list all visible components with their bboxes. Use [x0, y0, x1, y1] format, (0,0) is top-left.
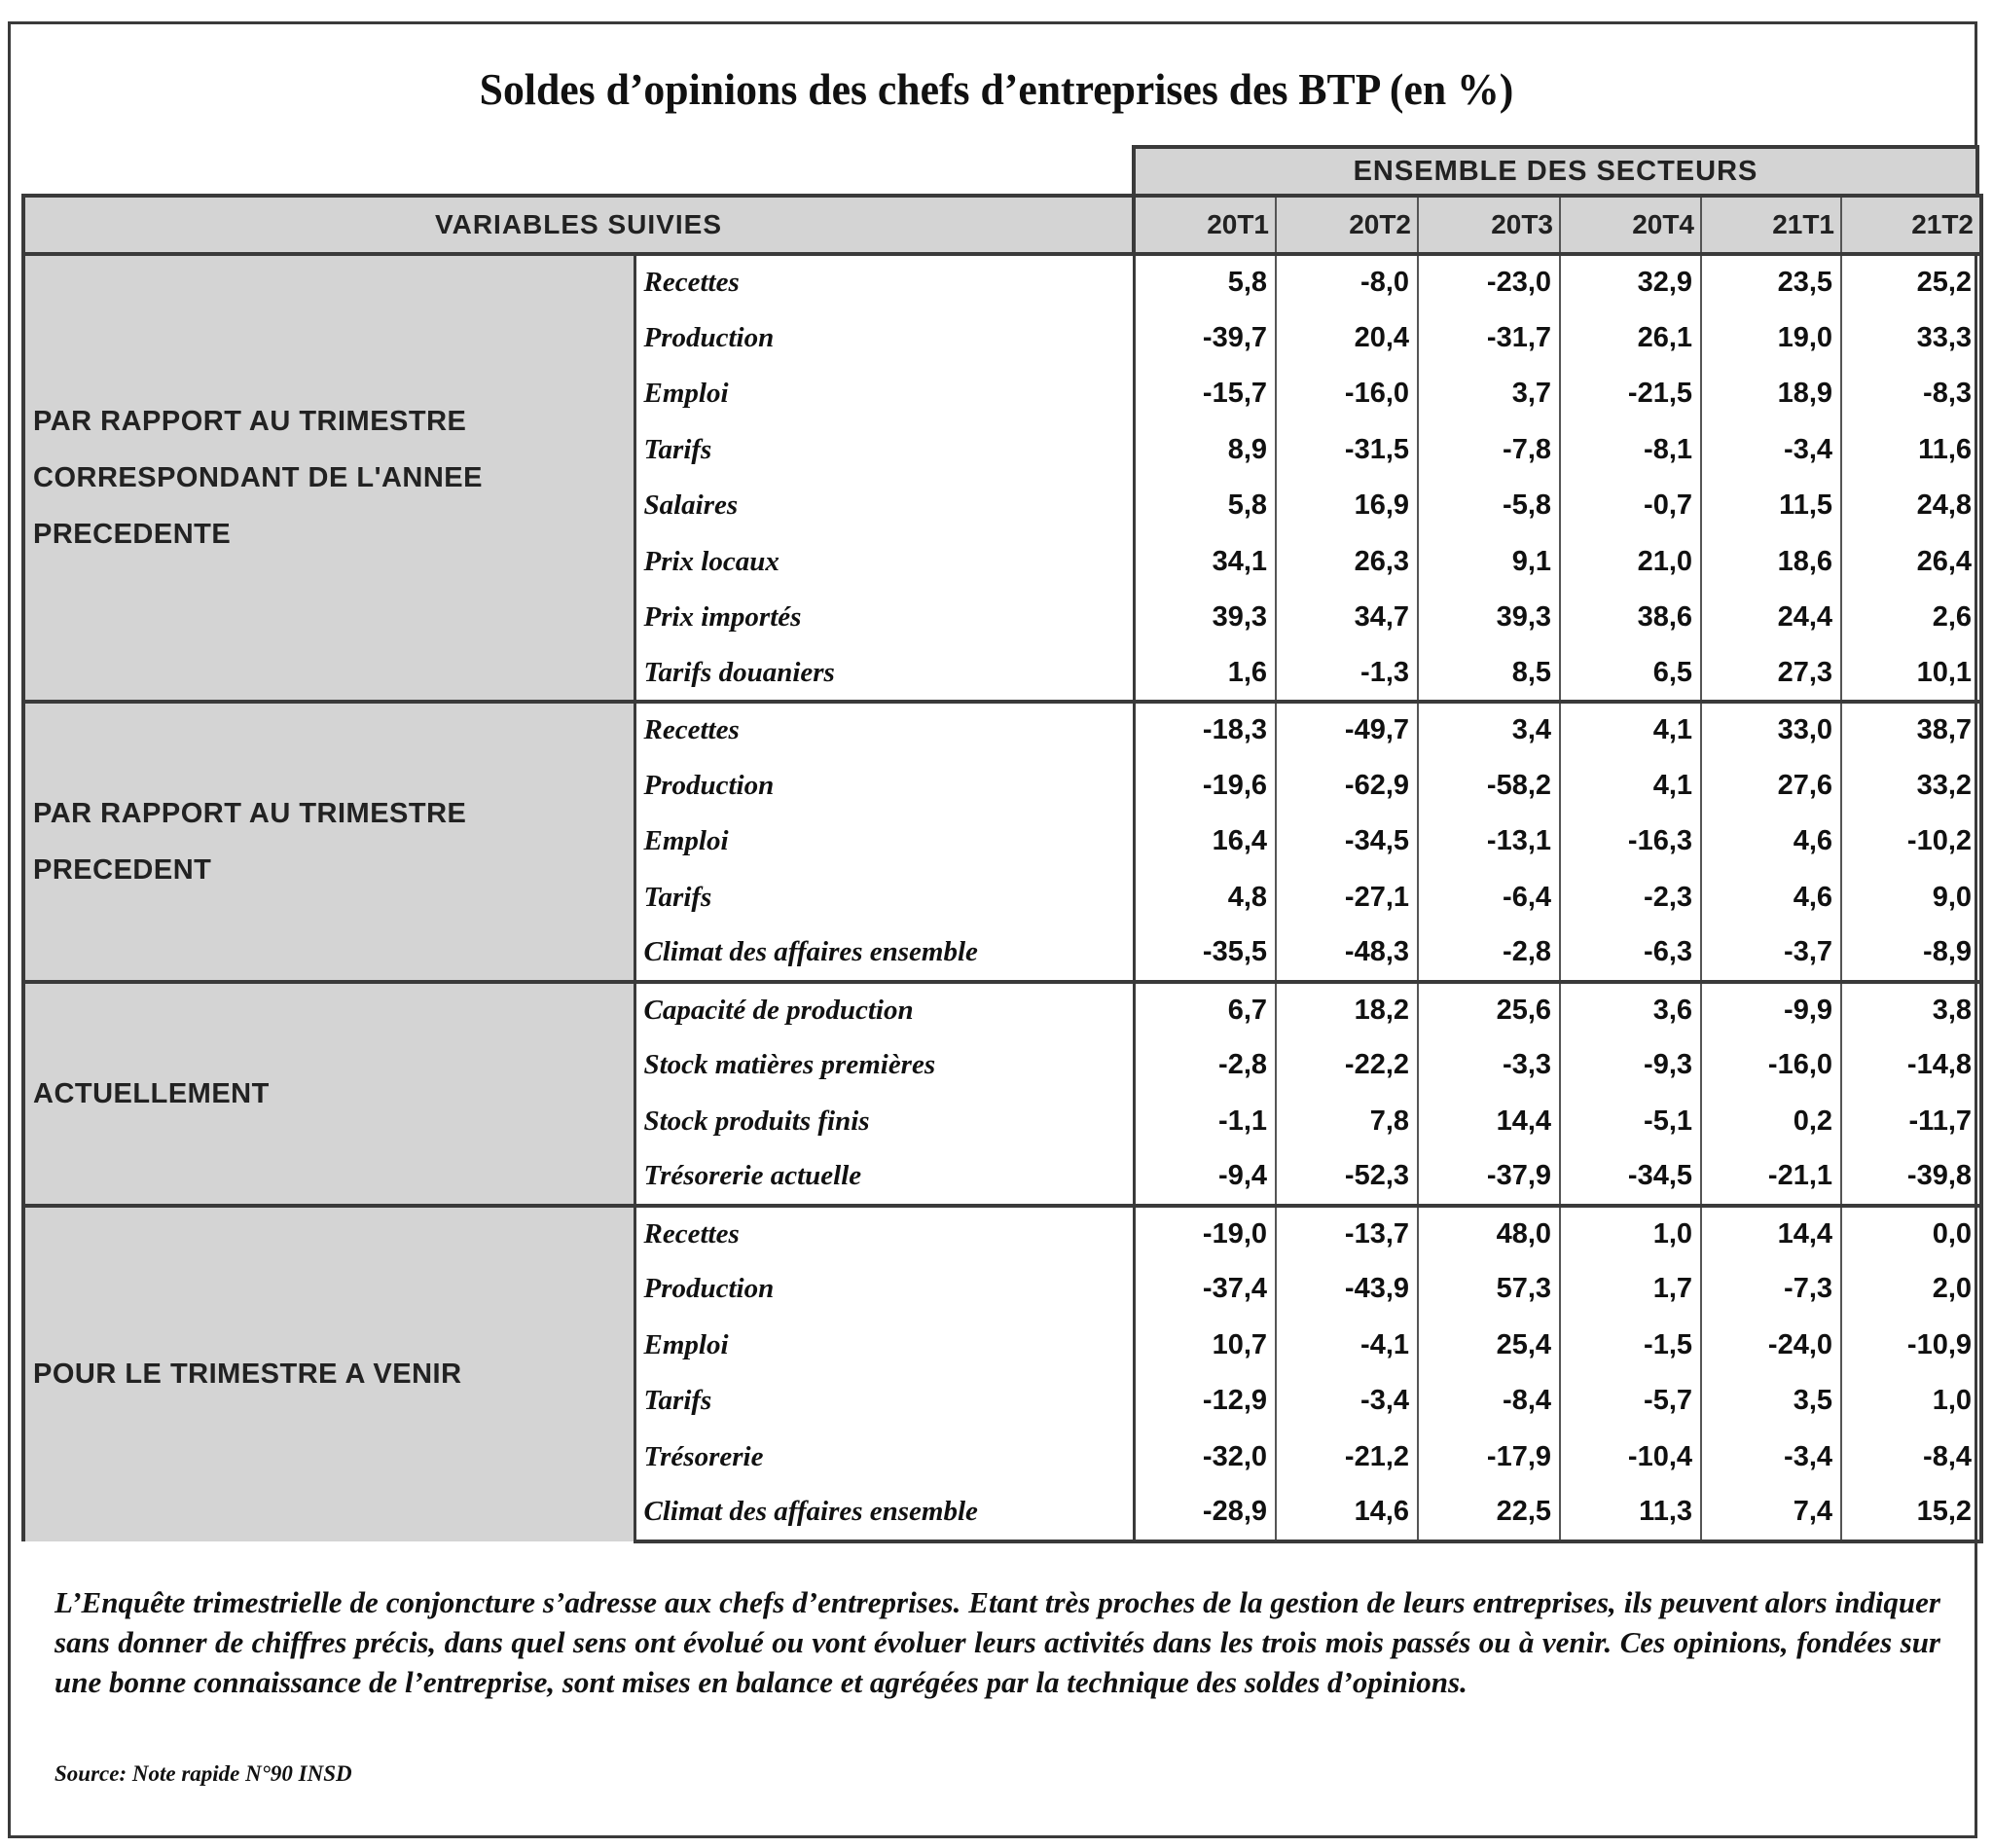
- value-cell: -8,1: [1560, 422, 1701, 479]
- value-cell: -2,8: [1418, 925, 1560, 982]
- variable-label: Stock produits finis: [634, 1094, 1134, 1150]
- value-cell: 4,6: [1701, 870, 1841, 926]
- value-cell: 0,2: [1701, 1094, 1841, 1150]
- value-cell: -9,9: [1701, 982, 1841, 1038]
- value-cell: -34,5: [1276, 814, 1418, 870]
- value-cell: -37,9: [1418, 1149, 1560, 1206]
- value-cell: 5,8: [1134, 478, 1276, 534]
- value-cell: 16,4: [1134, 814, 1276, 870]
- value-cell: 2,0: [1841, 1261, 1981, 1318]
- value-cell: -1,1: [1134, 1094, 1276, 1150]
- period-header: 20T2: [1276, 196, 1418, 254]
- page-title: Soldes d’opinions des chefs d’entreprises des BTP (en %): [479, 64, 1514, 114]
- value-cell: 3,5: [1701, 1373, 1841, 1430]
- variable-label: Production: [634, 1261, 1134, 1318]
- variable-label: Tarifs: [634, 870, 1134, 926]
- value-cell: -22,2: [1276, 1037, 1418, 1094]
- value-cell: 19,0: [1701, 310, 1841, 367]
- value-cell: 4,6: [1701, 814, 1841, 870]
- value-cell: -3,3: [1418, 1037, 1560, 1094]
- value-cell: -35,5: [1134, 925, 1276, 982]
- value-cell: -9,3: [1560, 1037, 1701, 1094]
- variable-label: Tarifs: [634, 1373, 1134, 1430]
- value-cell: 22,5: [1418, 1485, 1560, 1541]
- variable-label: Climat des affaires ensemble: [634, 1485, 1134, 1541]
- value-cell: -16,0: [1276, 366, 1418, 422]
- value-cell: 24,4: [1701, 590, 1841, 646]
- value-cell: -10,2: [1841, 814, 1981, 870]
- value-cell: 33,3: [1841, 310, 1981, 367]
- value-cell: -5,1: [1560, 1094, 1701, 1150]
- value-cell: -6,4: [1418, 870, 1560, 926]
- variable-label: Trésorerie: [634, 1430, 1134, 1486]
- value-cell: -31,5: [1276, 422, 1418, 479]
- value-cell: 9,1: [1418, 534, 1560, 591]
- value-cell: 11,5: [1701, 478, 1841, 534]
- value-cell: -19,6: [1134, 758, 1276, 815]
- value-cell: -8,3: [1841, 366, 1981, 422]
- value-cell: 1,0: [1841, 1373, 1981, 1430]
- value-cell: 6,5: [1560, 646, 1701, 703]
- value-cell: 7,4: [1701, 1485, 1841, 1541]
- variable-label: Tarifs douaniers: [634, 646, 1134, 703]
- value-cell: -19,0: [1134, 1206, 1276, 1262]
- value-cell: -34,5: [1560, 1149, 1701, 1206]
- value-cell: 57,3: [1418, 1261, 1560, 1318]
- value-cell: 15,2: [1841, 1485, 1981, 1541]
- value-cell: 38,7: [1841, 702, 1981, 758]
- value-cell: 21,0: [1560, 534, 1701, 591]
- value-cell: -13,1: [1418, 814, 1560, 870]
- period-header: 20T3: [1418, 196, 1560, 254]
- value-cell: -8,0: [1276, 254, 1418, 310]
- value-cell: -2,8: [1134, 1037, 1276, 1094]
- value-cell: -9,4: [1134, 1149, 1276, 1206]
- value-cell: 16,9: [1276, 478, 1418, 534]
- value-cell: 34,7: [1276, 590, 1418, 646]
- value-cell: -3,7: [1701, 925, 1841, 982]
- value-cell: -62,9: [1276, 758, 1418, 815]
- value-cell: -31,7: [1418, 310, 1560, 367]
- value-cell: 3,8: [1841, 982, 1981, 1038]
- opinions-table: [21, 194, 1983, 1543]
- value-cell: 1,6: [1134, 646, 1276, 703]
- variable-label: Recettes: [634, 254, 1134, 310]
- value-cell: -15,7: [1134, 366, 1276, 422]
- value-cell: -6,3: [1560, 925, 1701, 982]
- value-cell: 14,4: [1418, 1094, 1560, 1150]
- value-cell: -52,3: [1276, 1149, 1418, 1206]
- value-cell: 39,3: [1418, 590, 1560, 646]
- value-cell: -7,3: [1701, 1261, 1841, 1318]
- value-cell: -5,7: [1560, 1373, 1701, 1430]
- value-cell: 9,0: [1841, 870, 1981, 926]
- value-cell: 11,6: [1841, 422, 1981, 479]
- period-header: 20T1: [1134, 196, 1276, 254]
- variable-label: Trésorerie actuelle: [634, 1149, 1134, 1206]
- value-cell: -8,4: [1418, 1373, 1560, 1430]
- variable-label: Prix importés: [634, 590, 1134, 646]
- value-cell: 25,4: [1418, 1318, 1560, 1374]
- value-cell: -16,3: [1560, 814, 1701, 870]
- value-cell: -48,3: [1276, 925, 1418, 982]
- value-cell: 1,7: [1560, 1261, 1701, 1318]
- methodology-note: L’Enquête trimestrielle de conjoncture s’adresse aux chefs d’entreprises. Etant très proches de la gestion de leurs entreprises, ils peuvent alors indiquer sans donner de chiffres précis, dans quel sens ont évolué ou vont évoluer leurs activités dans les trois mois passés ou à venir. Ces opinions, fondées sur une bonne connaissance de l’entreprise, sont mises en balance et agrégées par la technique des soldes d’opinions.: [54, 1585, 1940, 1699]
- value-cell: 4,1: [1560, 758, 1701, 815]
- value-cell: 48,0: [1418, 1206, 1560, 1262]
- value-cell: 0,0: [1841, 1206, 1981, 1262]
- value-cell: -7,8: [1418, 422, 1560, 479]
- super-header-ensemble: ENSEMBLE DES SECTEURS: [1132, 145, 1979, 194]
- variable-label: Emploi: [634, 1318, 1134, 1374]
- value-cell: -3,4: [1701, 422, 1841, 479]
- value-cell: -3,4: [1276, 1373, 1418, 1430]
- group-label: PAR RAPPORT AU TRIMESTRE PRECEDENT: [23, 702, 634, 982]
- value-cell: 26,3: [1276, 534, 1418, 591]
- value-cell: 32,9: [1560, 254, 1701, 310]
- value-cell: -58,2: [1418, 758, 1560, 815]
- value-cell: 8,5: [1418, 646, 1560, 703]
- variable-label: Recettes: [634, 702, 1134, 758]
- value-cell: 27,3: [1701, 646, 1841, 703]
- value-cell: -17,9: [1418, 1430, 1560, 1486]
- period-header: 21T1: [1701, 196, 1841, 254]
- value-cell: 11,3: [1560, 1485, 1701, 1541]
- variable-label: Recettes: [634, 1206, 1134, 1262]
- group-label: PAR RAPPORT AU TRIMESTRE CORRESPONDANT DE L'ANNEE PRECEDENTE: [23, 254, 634, 702]
- value-cell: 26,4: [1841, 534, 1981, 591]
- variable-label: Production: [634, 310, 1134, 367]
- value-cell: 7,8: [1276, 1094, 1418, 1150]
- value-cell: 20,4: [1276, 310, 1418, 367]
- variable-label: Production: [634, 758, 1134, 815]
- value-cell: -10,4: [1560, 1430, 1701, 1486]
- header-row: [23, 196, 1981, 254]
- value-cell: -21,1: [1701, 1149, 1841, 1206]
- group-label: ACTUELLEMENT: [23, 982, 634, 1206]
- value-cell: -13,7: [1276, 1206, 1418, 1262]
- period-header: 21T2: [1841, 196, 1981, 254]
- value-cell: -1,3: [1276, 646, 1418, 703]
- variable-label: Prix locaux: [634, 534, 1134, 591]
- value-cell: -16,0: [1701, 1037, 1841, 1094]
- source-note: Source: Note rapide N°90 INSD: [54, 1761, 352, 1786]
- table-row: [23, 254, 1981, 310]
- value-cell: 2,6: [1841, 590, 1981, 646]
- table-row: [23, 1206, 1981, 1262]
- value-cell: -39,8: [1841, 1149, 1981, 1206]
- value-cell: 5,8: [1134, 254, 1276, 310]
- value-cell: 33,0: [1701, 702, 1841, 758]
- value-cell: 10,1: [1841, 646, 1981, 703]
- value-cell: 4,1: [1560, 702, 1701, 758]
- value-cell: -49,7: [1276, 702, 1418, 758]
- variable-label: Climat des affaires ensemble: [634, 925, 1134, 982]
- value-cell: 14,4: [1701, 1206, 1841, 1262]
- value-cell: 24,8: [1841, 478, 1981, 534]
- value-cell: 25,6: [1418, 982, 1560, 1038]
- value-cell: -43,9: [1276, 1261, 1418, 1318]
- value-cell: -27,1: [1276, 870, 1418, 926]
- variable-label: Emploi: [634, 814, 1134, 870]
- value-cell: 34,1: [1134, 534, 1276, 591]
- value-cell: 26,1: [1560, 310, 1701, 367]
- value-cell: -3,4: [1701, 1430, 1841, 1486]
- value-cell: -8,4: [1841, 1430, 1981, 1486]
- value-cell: 18,9: [1701, 366, 1841, 422]
- value-cell: 18,6: [1701, 534, 1841, 591]
- table-row: [23, 982, 1981, 1038]
- value-cell: -0,7: [1560, 478, 1701, 534]
- value-cell: -32,0: [1134, 1430, 1276, 1486]
- variable-label: Emploi: [634, 366, 1134, 422]
- value-cell: 14,6: [1276, 1485, 1418, 1541]
- value-cell: -18,3: [1134, 702, 1276, 758]
- value-cell: -5,8: [1418, 478, 1560, 534]
- variable-label: Capacité de production: [634, 982, 1134, 1038]
- group-label: POUR LE TRIMESTRE A VENIR: [23, 1206, 634, 1541]
- table-row: [23, 702, 1981, 758]
- value-cell: 38,6: [1560, 590, 1701, 646]
- value-cell: 33,2: [1841, 758, 1981, 815]
- variables-header: VARIABLES SUIVIES: [23, 196, 1134, 254]
- value-cell: -10,9: [1841, 1318, 1981, 1374]
- value-cell: 8,9: [1134, 422, 1276, 479]
- value-cell: -21,5: [1560, 366, 1701, 422]
- variable-label: Salaires: [634, 478, 1134, 534]
- value-cell: -24,0: [1701, 1318, 1841, 1374]
- value-cell: 23,5: [1701, 254, 1841, 310]
- value-cell: -28,9: [1134, 1485, 1276, 1541]
- variable-label: Stock matières premières: [634, 1037, 1134, 1094]
- value-cell: 6,7: [1134, 982, 1276, 1038]
- value-cell: 3,6: [1560, 982, 1701, 1038]
- value-cell: -11,7: [1841, 1094, 1981, 1150]
- value-cell: 39,3: [1134, 590, 1276, 646]
- value-cell: -8,9: [1841, 925, 1981, 982]
- value-cell: -4,1: [1276, 1318, 1418, 1374]
- value-cell: -23,0: [1418, 254, 1560, 310]
- value-cell: -39,7: [1134, 310, 1276, 367]
- value-cell: -21,2: [1276, 1430, 1418, 1486]
- value-cell: -2,3: [1560, 870, 1701, 926]
- period-header: 20T4: [1560, 196, 1701, 254]
- value-cell: 3,7: [1418, 366, 1560, 422]
- value-cell: -14,8: [1841, 1037, 1981, 1094]
- value-cell: -1,5: [1560, 1318, 1701, 1374]
- value-cell: -12,9: [1134, 1373, 1276, 1430]
- value-cell: 25,2: [1841, 254, 1981, 310]
- variable-label: Tarifs: [634, 422, 1134, 479]
- value-cell: 27,6: [1701, 758, 1841, 815]
- value-cell: 10,7: [1134, 1318, 1276, 1374]
- value-cell: 4,8: [1134, 870, 1276, 926]
- value-cell: 1,0: [1560, 1206, 1701, 1262]
- value-cell: 18,2: [1276, 982, 1418, 1038]
- value-cell: 3,4: [1418, 702, 1560, 758]
- value-cell: -37,4: [1134, 1261, 1276, 1318]
